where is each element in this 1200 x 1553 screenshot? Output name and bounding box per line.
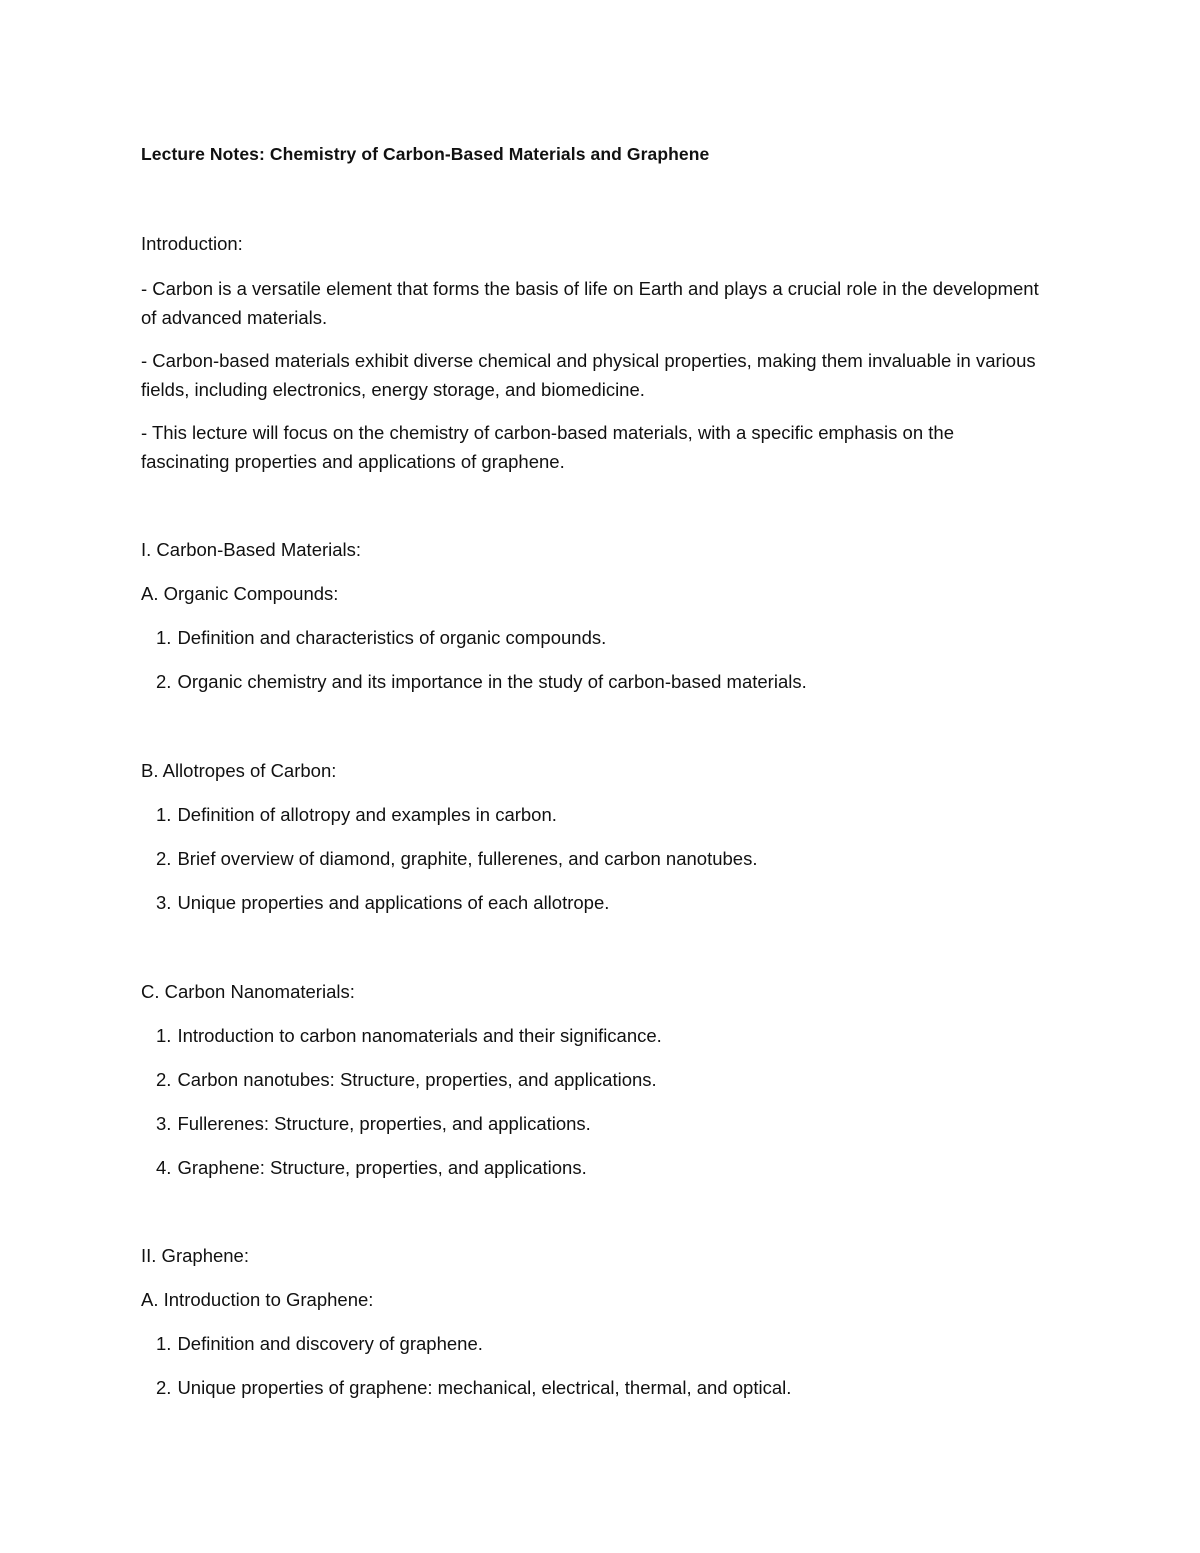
list-item <box>156 894 609 913</box>
list-item-number: 2. <box>156 1069 172 1090</box>
list-item-number: 1. <box>156 804 172 825</box>
section-1-heading: I. Carbon-Based Materials: <box>141 539 362 560</box>
list-item-number: 2. <box>156 1377 172 1398</box>
list-item-text: Definition of allotropy and examples in carbon. <box>177 804 557 825</box>
list-item <box>156 806 557 825</box>
list-item <box>156 1115 591 1134</box>
document-title: Lecture Notes: Chemistry of Carbon-Based Materials and Graphene <box>141 144 710 164</box>
list-item-number: 2. <box>156 848 172 869</box>
list-item-text: Carbon nanotubes: Structure, properties, and applications. <box>177 1069 657 1090</box>
intro-bullet-1: - Carbon is a versatile element that forms the basis of life on Earth and plays a crucial role in the development of advanced materials. <box>141 278 1039 328</box>
list-item <box>156 1335 483 1354</box>
list-item-text: Definition and discovery of graphene. <box>177 1333 483 1354</box>
list-item-number: 1. <box>156 1333 172 1354</box>
list-item-text: Definition and characteristics of organic compounds. <box>177 627 607 648</box>
list-item-text: Unique properties of graphene: mechanical, electrical, thermal, and optical. <box>177 1377 792 1398</box>
list-item-text: Organic chemistry and its importance in the study of carbon-based materials. <box>177 671 807 692</box>
list-item <box>156 850 757 869</box>
section-2-heading: II. Graphene: <box>141 1245 249 1266</box>
list-item-number: 3. <box>156 892 172 913</box>
list-item-number: 3. <box>156 1113 172 1134</box>
section-1a-heading: A. Organic Compounds: <box>141 583 339 604</box>
list-item <box>156 673 807 692</box>
list-item <box>156 1027 662 1046</box>
list-item <box>156 1379 791 1398</box>
introduction-heading: Introduction: <box>141 233 243 254</box>
list-item-number: 1. <box>156 1025 172 1046</box>
list-item <box>156 1071 657 1090</box>
list-item-text: Graphene: Structure, properties, and applications. <box>177 1157 587 1178</box>
list-item-text: Introduction to carbon nanomaterials and their significance. <box>177 1025 662 1046</box>
section-2a-heading: A. Introduction to Graphene: <box>141 1289 374 1310</box>
list-item-number: 1. <box>156 627 172 648</box>
list-item-number: 2. <box>156 671 172 692</box>
intro-bullet-2: - Carbon-based materials exhibit diverse chemical and physical properties, making them invaluable in various fields, including electronics, energy storage, and biomedicine. <box>141 350 1036 400</box>
list-item <box>156 629 606 648</box>
section-1c-heading: C. Carbon Nanomaterials: <box>141 981 355 1002</box>
list-item <box>156 1159 587 1178</box>
intro-bullet-3: - This lecture will focus on the chemistry of carbon-based materials, with a specific emphasis on the fascinating properties and applications of graphene. <box>141 422 954 472</box>
section-1b-heading: B. Allotropes of Carbon: <box>141 760 337 781</box>
list-item-text: Fullerenes: Structure, properties, and applications. <box>177 1113 591 1134</box>
list-item-text: Brief overview of diamond, graphite, fullerenes, and carbon nanotubes. <box>177 848 758 869</box>
list-item-text: Unique properties and applications of each allotrope. <box>177 892 610 913</box>
list-item-number: 4. <box>156 1157 172 1178</box>
